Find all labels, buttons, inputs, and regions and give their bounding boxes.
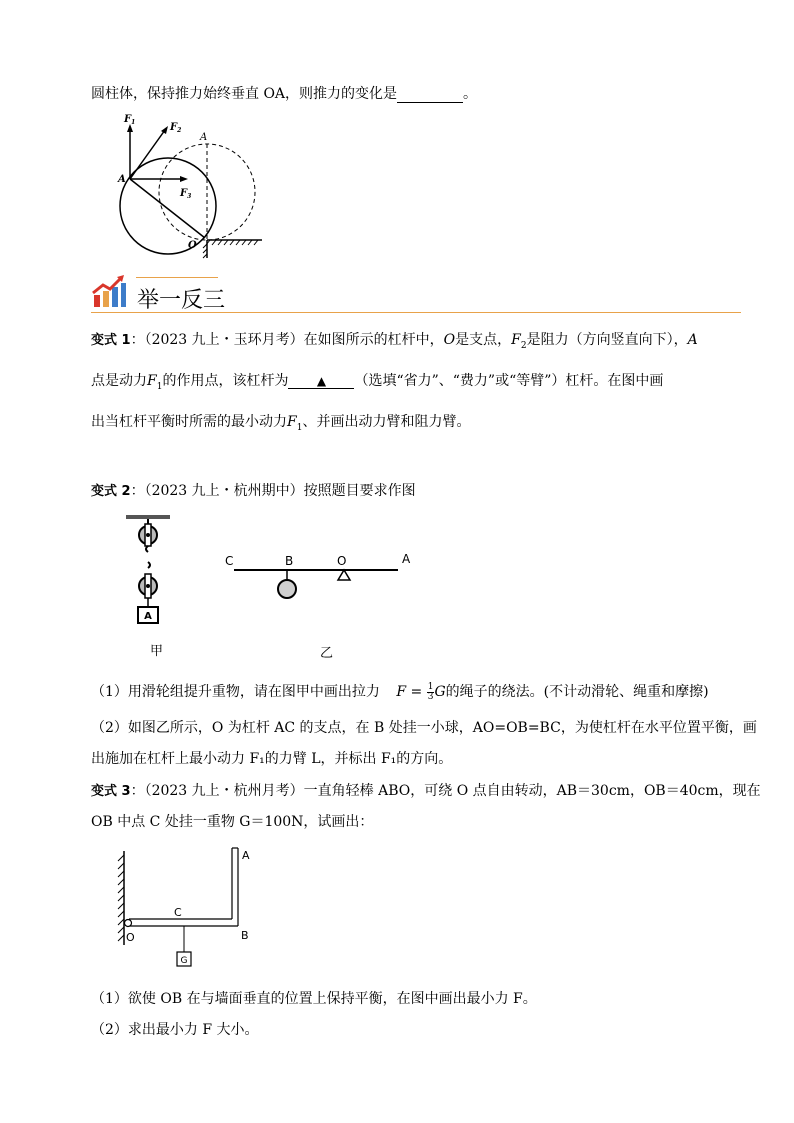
- rod-label-C: C: [174, 906, 182, 919]
- v1-line3: 出当杠杆平衡时所需的最小动力$F_1$、并画出动力臂和阻力臂。: [91, 414, 471, 433]
- v3-label: 变式 3: [91, 784, 131, 799]
- v3-line2: OB 中点 C 处挂一重物 G＝100N，试画出：: [91, 814, 374, 830]
- v2-q1: （1）用滑轮组提升重物，请在图甲中画出拉力 F = $\frac{1}{3}$ G的绳子的绕法。(不计动滑轮、绳重和摩擦): [91, 681, 709, 702]
- label-F3: $F_3$: [180, 188, 192, 200]
- trend-chart-icon: [91, 273, 127, 309]
- figure-label-yi: 乙: [320, 646, 334, 661]
- weight-label: G: [180, 956, 188, 966]
- rod-label-A: A: [242, 849, 250, 862]
- section-divider: [91, 312, 741, 313]
- lever-label-O: O: [337, 554, 347, 568]
- right-angle-rod-figure: [110, 845, 270, 975]
- label-F1: $F_1$: [124, 114, 136, 126]
- v1-line1: 变式 1：（2023 九上・玉环月考）在如图所示的杠杆中，O是支点，$F_2$是阻力（方向竖直向下），A: [91, 332, 698, 351]
- label-O: O: [188, 240, 197, 251]
- lever-label-A: A: [402, 552, 411, 566]
- lever-ball-figure: [220, 548, 420, 608]
- section-title-rule: [136, 277, 218, 278]
- block-label: A: [144, 611, 152, 622]
- v2-q2-line2: 出施加在杠杆上最小动力 F₁的力臂 L，并标出 F₁的方向。: [91, 751, 453, 767]
- v3-q2: （2）求出最小力 F 大小。: [91, 1022, 259, 1038]
- label-A2: A: [200, 132, 208, 143]
- rod-label-B: B: [241, 929, 249, 942]
- label-A: A: [118, 174, 126, 185]
- pulley-system-figure: [120, 512, 180, 632]
- v3-q1: （1）欲使 OB 在与墙面垂直的位置上保持平衡，在图中画出最小力 F。: [91, 991, 537, 1007]
- intro-line: [91, 83, 477, 103]
- figure-label-jia: 甲: [150, 644, 164, 659]
- v1-line2: 点是动力$F_1$的作用点，该杠杆为 ▲ （选填“省力”、“费力”或“等臂”）杠杆。在图中画: [91, 373, 664, 392]
- cylinder-step-figure: [110, 110, 270, 260]
- v1-label: 变式 1: [91, 333, 131, 348]
- v1-answer-blank: ▲: [288, 374, 354, 389]
- label-F2: $F_2$: [170, 122, 182, 134]
- answer-blank: [397, 86, 463, 103]
- section-title: 举一反三: [137, 288, 226, 313]
- fraction-one-third: $\frac{1}{3}$: [427, 681, 434, 702]
- v2-q2-line1: （2）如图乙所示，O 为杠杆 AC 的支点，在 B 处挂一小球，AO=OB=BC，为使杠杆在水平位置平衡，画: [91, 720, 757, 736]
- lever-label-B: B: [285, 554, 294, 568]
- v2-line1: 变式 2：（2023 九上・杭州期中）按照题目要求作图: [91, 483, 416, 499]
- rod-label-O: O: [126, 931, 135, 944]
- intro-text: 圆柱体，保持推力始终垂直 OA，则推力的变化是: [91, 86, 398, 102]
- v2-label: 变式 2: [91, 484, 131, 499]
- intro-end: 。: [463, 86, 478, 102]
- v3-line1: 变式 3：（2023 九上・杭州月考）一直角轻棒 ABO，可绕 O 点自由转动，AB＝30cm，OB＝40cm，现在: [91, 783, 761, 799]
- lever-label-C: C: [225, 554, 234, 568]
